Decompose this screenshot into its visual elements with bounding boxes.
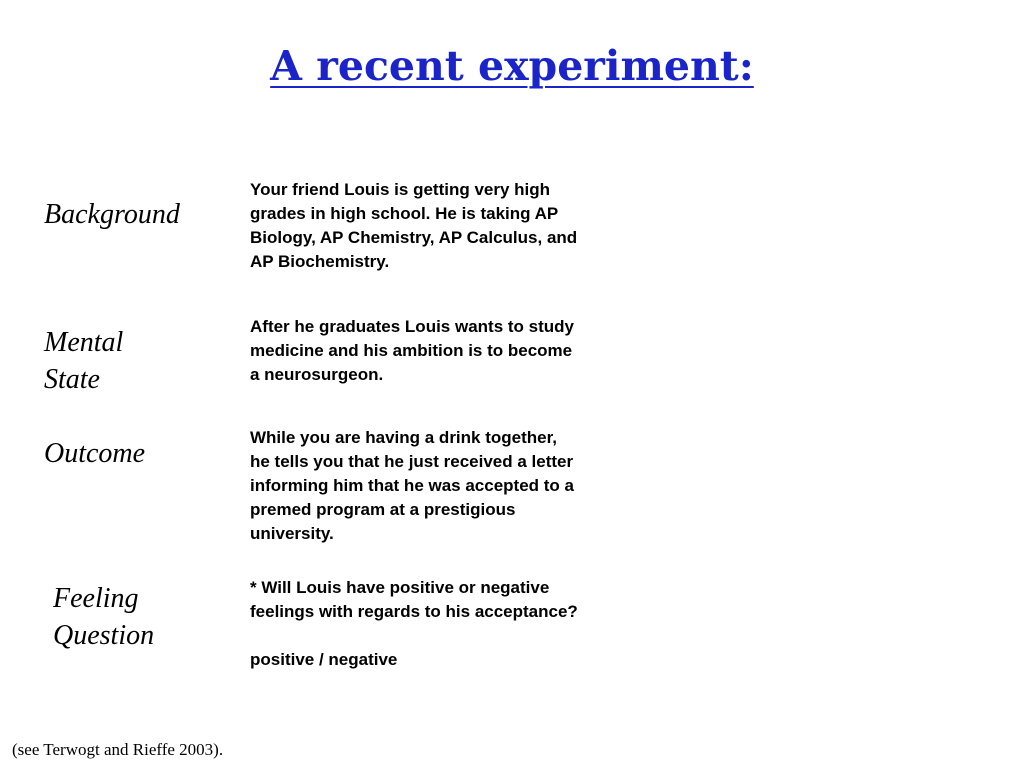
feeling-question-label bbox=[53, 580, 154, 654]
answer-options: positive / negative bbox=[250, 650, 398, 669]
feeling-question-label-line1: Feeling bbox=[53, 583, 139, 614]
feeling-question-block bbox=[250, 576, 580, 672]
feeling-question-text: * Will Louis have positive or negative feelings with regards to his acceptance? bbox=[250, 578, 578, 621]
mental-state-label-line2: State bbox=[44, 364, 100, 395]
background-text: Your friend Louis is getting very high grades in high school. He is taking AP Biology, AP Chemistry, AP Calculus, and AP Biochemistry. bbox=[250, 180, 578, 271]
mental-state-text: After he graduates Louis wants to study medicine and his ambition is to become a neurosurgeon. bbox=[250, 317, 574, 384]
outcome-label: Outcome bbox=[44, 438, 146, 469]
spacer bbox=[250, 624, 580, 648]
slide-title: A recent experiment: bbox=[270, 42, 754, 90]
mental-state-label bbox=[44, 324, 123, 398]
background-label: Background bbox=[44, 199, 180, 230]
mental-state-label-line1: Mental bbox=[44, 327, 124, 358]
outcome-text: While you are having a drink together, he tells you that he just received a letter informing him that he was accepted to a premed program at a prestigious university. bbox=[250, 428, 574, 543]
citation: (see Terwogt and Rieffe 2003). bbox=[12, 740, 224, 759]
feeling-question-label-line2: Question bbox=[53, 620, 155, 651]
